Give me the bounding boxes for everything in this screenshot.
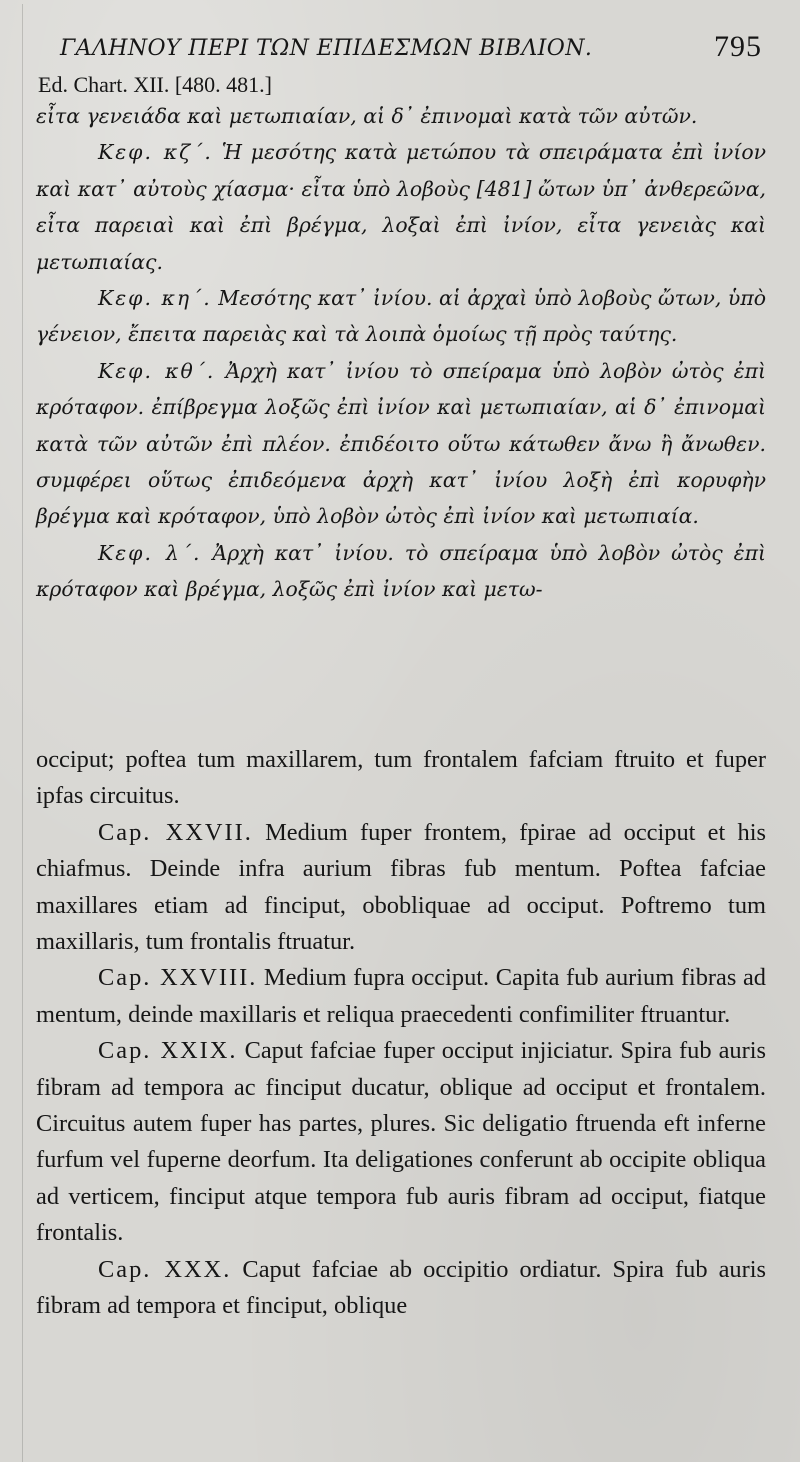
chapter-text: Ἀρχὴ κατ᾽ ἰνίου. τὸ σπείραμα ὑπὸ λοβὸν ὠτὸς ἐπὶ κρόταφον καὶ βρέγμα, λοξῶς ἐπὶ ἰνίον καὶ μετω- <box>36 540 766 602</box>
chapter-heading: Cap. XXVII. <box>98 818 253 846</box>
chapter-heading: Κεφ. κη΄. <box>98 286 212 311</box>
greek-chapter-29 <box>36 353 766 535</box>
chapter-text: Medium fuper frontem, fpirae ad occiput et his chiafmus. Deinde infra aurium fibras fub mentum. Poftea fafciae maxillares etiam ad finciput, obobliquae ad occiput. Poftremo tum maxillaris, tum frontalis ftruatur. <box>36 818 766 956</box>
chapter-heading: Κεφ. κθ΄. <box>98 358 216 383</box>
chapter-heading: Κεφ. λ΄. <box>98 540 202 565</box>
chapter-heading: Cap. XXVIII. <box>98 964 258 992</box>
greek-paragraph: εἶτα γενειάδα καὶ μετωπιαίαν, αἱ δ᾽ ἐπινομαὶ κατὰ τῶν αὐτῶν. <box>36 104 698 128</box>
latin-chapter-28 <box>36 960 766 1033</box>
edition-reference: Ed. Chart. XII. [480. 481.] <box>38 72 273 97</box>
latin-chapter-30 <box>36 1252 766 1325</box>
latin-paragraph: occiput; poftea tum maxillarem, tum frontalem fafciam ftruito et fuper ipfas circuitus. <box>36 746 766 810</box>
chapter-text: Caput fafciae ab occipitio ordiatur. Spira fub auris fibram ad tempora et finciput, oblique <box>36 1255 766 1320</box>
chapter-text: Ἡ μεσότης κατὰ μετώπου τὰ σπειράματα ἐπὶ ἰνίον καὶ κατ᾽ αὐτοὺς χίασμα· εἶτα ὑπὸ λοβοὺς [481] ὤτων ὑπ᾽ ἀνθερεῶνα, εἶτα παρειαὶ καὶ ἐπὶ βρέγμα, λοξαὶ ἐπὶ ἰνίον, εἶτα γενειὰς καὶ μετωπιαίας. <box>36 140 766 274</box>
greek-chapter-27 <box>36 134 766 280</box>
latin-text-block <box>36 742 766 1325</box>
chapter-heading: Κεφ. κζ΄. <box>98 140 213 165</box>
latin-chapter-27 <box>36 815 766 961</box>
chapter-text: Ἀρχὴ κατ᾽ ἰνίου τὸ σπείραμα ὑπὸ λοβὸν ὠτὸς ἐπὶ κρόταφον. ἐπίβρεγμα λοξῶς ἐπὶ ἰνίον καὶ μετωπιαίαν, αἱ δ᾽ ἐπινομαὶ κατὰ τῶν αὐτῶν ἐπὶ πλέον. ἐπιδέοιτο οὕτω κάτωθεν ἄνω ἢ ἄνωθεν. συμφέρει οὕτως ἐπιδεόμενα ἀρχὴ κατ᾽ ἰνίου λοξὴ ἐπὶ κορυφὴν βρέγμα καὶ κρόταφον, ὑπὸ λοβὸν ὠτὸς ἐπὶ ἰνίον καὶ μετωπιαία. <box>36 358 766 529</box>
chapter-text: Caput fafciae fuper occiput injiciatur. Spira fub auris fibram ad tempora ac finciput ducatur, oblique ad occiput et frontalem. Circuitus autem fuper has partes, plures. Sic deligatio ftruenda eft inferne furfum vel fuperne deorfum. Ita deligationes conferunt ab occipite obliqua ad verticem, finciput atque tempora fub auris fibram ad occiput, fiatque frontalis. <box>36 1037 766 1247</box>
latin-chapter-29 <box>36 1033 766 1251</box>
page-header <box>60 28 770 70</box>
chapter-text: Medium fupra occiput. Capita fub aurium fibras ad mentum, deinde maxillaris et reliqua praecedenti confimiliter ftruantur. <box>36 964 766 1028</box>
chapter-text: Μεσότης κατ᾽ ἰνίου. αἱ ἀρχαὶ ὑπὸ λοβοὺς ὤτων, ὑπὸ γένειον, ἔπειτα παρειὰς καὶ τὰ λοιπὰ ὁμοίως τῇ πρὸς ταύτης. <box>36 286 766 347</box>
running-head: ΓΑΛΗΝΟΥ ΠΕΡΙ ΤΩΝ ΕΠΙΔΕΣΜΩΝ ΒΙΒΛΙΟΝ. <box>60 36 593 61</box>
greek-text-block <box>36 98 766 608</box>
greek-chapter-30 <box>36 535 766 608</box>
chapter-heading: Cap. XXX. <box>98 1255 232 1283</box>
greek-chapter-28 <box>36 280 766 353</box>
page-edge-line <box>22 4 23 1462</box>
page-number: 795 <box>714 30 762 63</box>
chapter-heading: Cap. XXIX. <box>98 1037 238 1065</box>
